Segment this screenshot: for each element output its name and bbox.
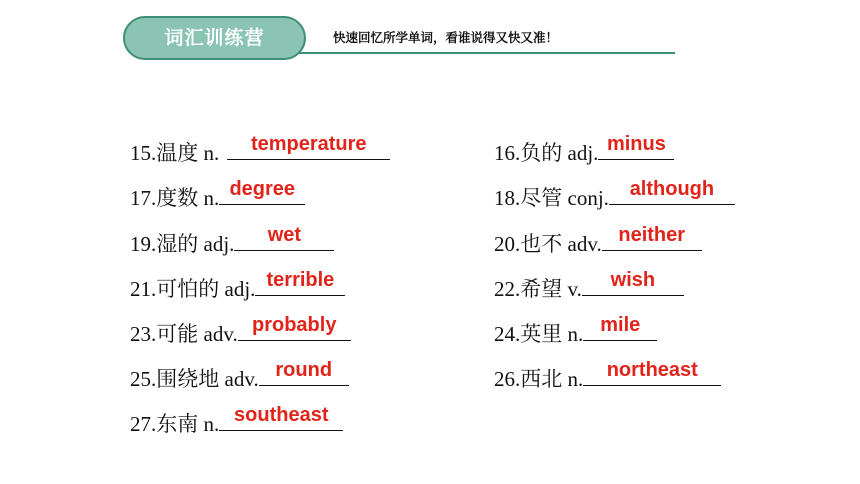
vocab-item-21 — [130, 269, 345, 301]
vocab-label: 18.尽管 conj. — [494, 186, 609, 210]
answer-blank — [582, 269, 684, 296]
answer-blank — [219, 178, 305, 205]
answer-text: terrible — [266, 269, 335, 291]
vocab-label: 16.负的 adj. — [494, 141, 599, 165]
answer-blank — [227, 133, 390, 160]
answer-blank — [598, 133, 674, 160]
vocab-item-20 — [494, 224, 702, 256]
answer-blank — [583, 314, 657, 341]
vocab-label: 25.围绕地 adv. — [130, 367, 259, 391]
header-underline — [280, 52, 675, 54]
answer-text: mile — [600, 314, 641, 336]
answer-blank — [259, 359, 349, 386]
vocab-item-27 — [130, 404, 343, 436]
vocab-item-18 — [494, 178, 735, 210]
vocab-item-25 — [130, 359, 349, 391]
answer-blank — [583, 359, 721, 386]
answer-text: southeast — [234, 404, 329, 426]
vocab-item-19 — [130, 224, 334, 256]
answer-text: degree — [229, 178, 296, 200]
vocab-item-15 — [130, 133, 390, 165]
vocab-item-26 — [494, 359, 721, 391]
vocab-item-17 — [130, 178, 305, 210]
vocab-label: 15.温度 n. — [130, 141, 220, 165]
header-subtitle: 快速回忆所学单词，看谁说得又快又准！ — [333, 30, 559, 45]
answer-text: neither — [618, 224, 686, 246]
answer-blank — [219, 404, 343, 431]
vocab-label: 24.英里 n. — [494, 322, 584, 346]
answer-text: round — [275, 359, 333, 381]
vocab-item-22 — [494, 269, 684, 301]
answer-blank — [238, 314, 351, 341]
vocab-item-24 — [494, 314, 657, 346]
answer-blank — [234, 224, 334, 251]
vocab-label: 23.可能 adv. — [130, 322, 238, 346]
answer-blank — [602, 224, 702, 251]
vocab-label: 26.西北 n. — [494, 367, 584, 391]
vocab-label: 22.希望 v. — [494, 277, 582, 301]
vocab-label: 17.度数 n. — [130, 186, 220, 210]
vocab-item-23 — [130, 314, 351, 346]
answer-text: wet — [267, 224, 302, 246]
section-badge: 词汇训练营 — [123, 16, 306, 60]
answer-text: wish — [610, 269, 656, 291]
vocab-label: 27.东南 n. — [130, 412, 220, 436]
answer-blank — [609, 178, 735, 205]
answer-text: probably — [251, 314, 337, 336]
answer-text: although — [629, 178, 715, 200]
answer-text: minus — [606, 133, 666, 155]
vocab-label: 21.可怕的 adj. — [130, 277, 256, 301]
answer-text: northeast — [606, 359, 698, 381]
vocab-item-16 — [494, 133, 674, 165]
answer-blank — [255, 269, 345, 296]
answer-text: temperature — [250, 133, 367, 155]
vocab-label: 20.也不 adv. — [494, 232, 602, 256]
vocab-label: 19.湿的 adj. — [130, 232, 235, 256]
